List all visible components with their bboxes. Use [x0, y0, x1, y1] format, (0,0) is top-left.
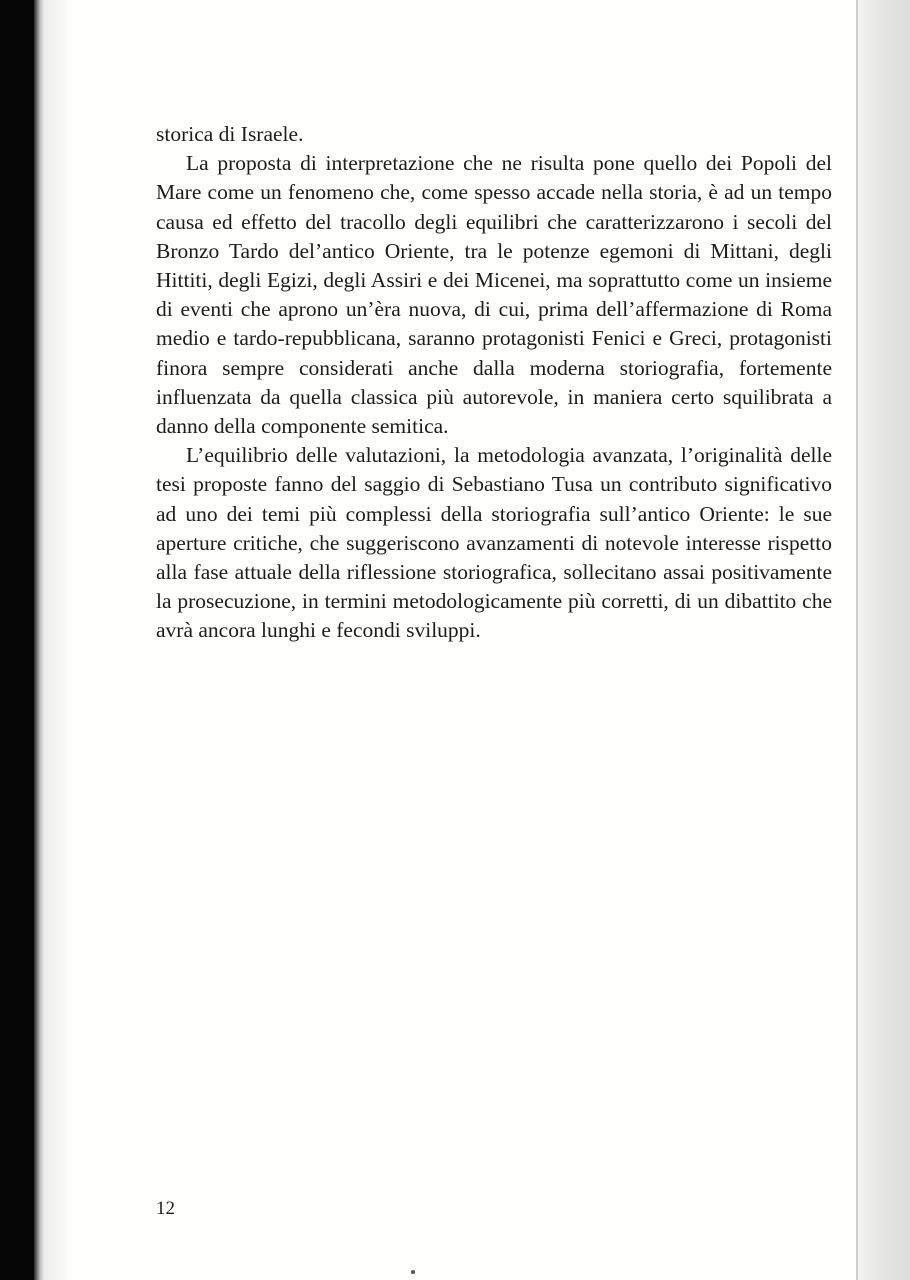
- binding-shadow: [34, 0, 44, 1280]
- paragraph-interpretation: La proposta di interpretazione che ne risulta pone quello dei Popoli del Mare come un fenomeno che, come spesso accade nella storia, è ad un tempo causa ed effetto del tracollo degli equilibri che caratterizzarono i secoli del Bronzo Tardo del’antico Oriente, tra le potenze egemoni di Mittani, degli Hittiti, degli Egizi, degli Assiri e dei Micenei, ma soprattutto come un insieme di eventi che aprono un’èra nuova, di cui, prima dell’affermazione di Roma medio e tardo-repubblicana, saranno protagonisti Fenici e Greci, protagonisti finora sempre considerati anche dalla moderna storiografia, fortemente influenzata da quella classica più autorevole, in maniera certo squilibrata a danno della componente semitica.: [156, 151, 832, 439]
- scan-speck: [411, 1270, 415, 1274]
- paragraph-continuation: storica di Israele.: [156, 122, 304, 146]
- next-page-edge: [858, 0, 910, 1280]
- binding-fade: [44, 0, 68, 1280]
- page-number: 12: [156, 1198, 175, 1219]
- scan-dark-border: [0, 0, 34, 1280]
- paragraph-evaluation: L’equilibrio delle valutazioni, la metodologia avanzata, l’originalità delle tesi proposte fanno del saggio di Sebastiano Tusa un contributo significativo ad uno dei temi più complessi della storiografia sull’antico Oriente: le sue aperture critiche, che suggeriscono avanzamenti di notevole interesse rispetto alla fase attuale della riflessione storiografica, sollecitano assai positivamente la prosecuzione, in termini metodologicamente più corretti, di un dibattito che avrà ancora lunghi e fecondi sviluppi.: [156, 443, 832, 643]
- body-text: [156, 120, 832, 646]
